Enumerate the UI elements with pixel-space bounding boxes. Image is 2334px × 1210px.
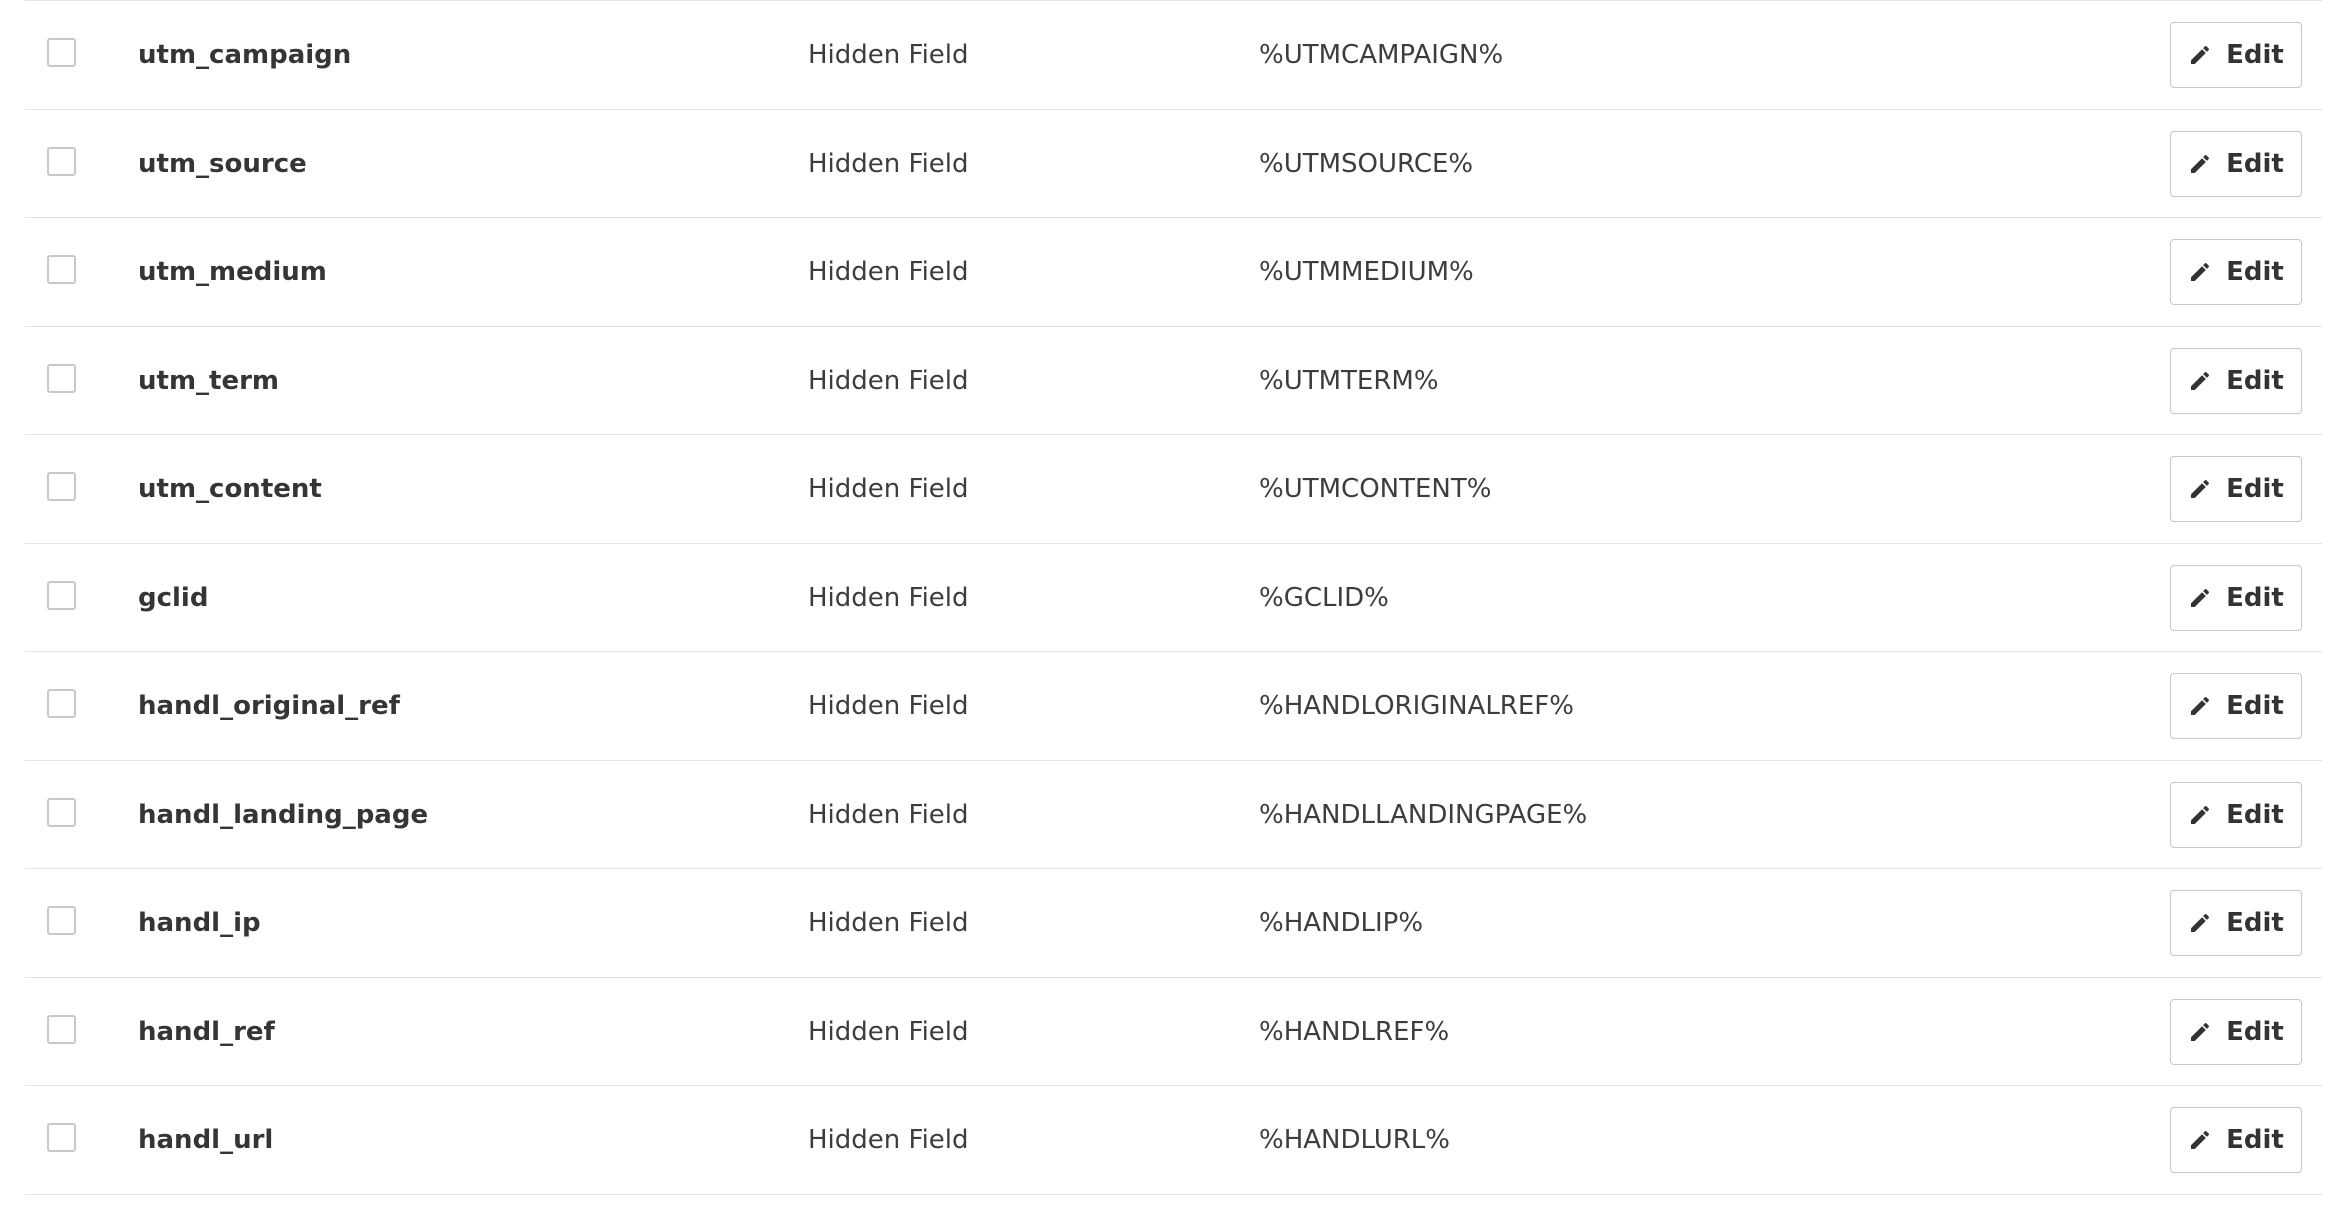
table-row (25, 978, 2322, 1087)
edit-button[interactable] (2170, 22, 2302, 88)
pencil-icon (2188, 1020, 2212, 1044)
field-token: %UTMMEDIUM% (1259, 257, 1474, 287)
row-checkbox[interactable] (47, 472, 76, 501)
field-token: %UTMSOURCE% (1259, 148, 1474, 179)
edit-label: Edit (2226, 1016, 2284, 1047)
row-checkbox[interactable] (47, 798, 76, 827)
edit-button[interactable] (2170, 673, 2302, 739)
edit-label: Edit (2226, 908, 2284, 938)
field-token: %HANDLIP% (1259, 908, 1424, 938)
edit-label: Edit (2226, 148, 2284, 179)
table-row (25, 327, 2322, 436)
fields-table (25, 0, 2322, 1195)
table-row (25, 544, 2322, 653)
field-token: %UTMCAMPAIGN% (1259, 40, 1504, 70)
edit-label: Edit (2226, 691, 2284, 721)
edit-button[interactable] (2170, 565, 2302, 631)
field-name: utm_content (138, 474, 322, 504)
pencil-icon (2188, 43, 2212, 67)
field-name: handl_url (138, 1125, 274, 1155)
edit-button[interactable] (2170, 131, 2302, 197)
row-checkbox[interactable] (47, 147, 76, 176)
field-name: handl_ip (138, 908, 261, 938)
table-row (25, 652, 2322, 761)
edit-label: Edit (2226, 40, 2284, 70)
field-token: %GCLID% (1259, 582, 1389, 613)
edit-label: Edit (2226, 1125, 2284, 1155)
row-checkbox[interactable] (47, 1015, 76, 1044)
field-type: Hidden Field (808, 582, 969, 613)
field-type: Hidden Field (808, 908, 969, 938)
table-row (25, 218, 2322, 327)
field-type: Hidden Field (808, 257, 969, 287)
field-name: utm_term (138, 365, 280, 396)
pencil-icon (2188, 911, 2212, 935)
table-row (25, 869, 2322, 978)
field-type: Hidden Field (808, 691, 969, 721)
table-row (25, 761, 2322, 870)
field-type: Hidden Field (808, 1125, 969, 1155)
pencil-icon (2188, 260, 2212, 284)
row-checkbox[interactable] (47, 581, 76, 610)
row-checkbox[interactable] (47, 364, 76, 393)
field-name: handl_ref (138, 1016, 275, 1047)
field-name: gclid (138, 582, 209, 613)
edit-button[interactable] (2170, 239, 2302, 305)
field-name: handl_landing_page (138, 799, 429, 830)
field-token: %HANDLURL% (1259, 1125, 1450, 1155)
table-row (25, 435, 2322, 544)
row-checkbox[interactable] (47, 689, 76, 718)
field-name: utm_campaign (138, 40, 352, 70)
field-type: Hidden Field (808, 40, 969, 70)
edit-button[interactable] (2170, 999, 2302, 1065)
field-token: %UTMTERM% (1259, 365, 1439, 396)
edit-label: Edit (2226, 799, 2284, 830)
edit-button[interactable] (2170, 456, 2302, 522)
edit-label: Edit (2226, 582, 2284, 613)
edit-button[interactable] (2170, 1107, 2302, 1173)
field-type: Hidden Field (808, 365, 969, 396)
row-checkbox[interactable] (47, 255, 76, 284)
edit-button[interactable] (2170, 890, 2302, 956)
field-type: Hidden Field (808, 799, 969, 830)
pencil-icon (2188, 369, 2212, 393)
edit-button[interactable] (2170, 782, 2302, 848)
field-name: utm_medium (138, 257, 327, 287)
table-row (25, 110, 2322, 219)
row-checkbox[interactable] (47, 38, 76, 67)
pencil-icon (2188, 477, 2212, 501)
field-token: %UTMCONTENT% (1259, 474, 1492, 504)
pencil-icon (2188, 694, 2212, 718)
field-name: handl_original_ref (138, 691, 400, 721)
field-type: Hidden Field (808, 1016, 969, 1047)
pencil-icon (2188, 803, 2212, 827)
field-token: %HANDLLANDINGPAGE% (1259, 799, 1588, 830)
field-type: Hidden Field (808, 148, 969, 179)
pencil-icon (2188, 1128, 2212, 1152)
table-row (25, 1086, 2322, 1195)
edit-label: Edit (2226, 474, 2284, 504)
pencil-icon (2188, 586, 2212, 610)
edit-label: Edit (2226, 257, 2284, 287)
table-row (25, 1, 2322, 110)
field-name: utm_source (138, 148, 307, 179)
field-token: %HANDLORIGINALREF% (1259, 691, 1574, 721)
field-type: Hidden Field (808, 474, 969, 504)
edit-label: Edit (2226, 365, 2284, 396)
row-checkbox[interactable] (47, 1123, 76, 1152)
field-token: %HANDLREF% (1259, 1016, 1450, 1047)
pencil-icon (2188, 152, 2212, 176)
row-checkbox[interactable] (47, 906, 76, 935)
edit-button[interactable] (2170, 348, 2302, 414)
